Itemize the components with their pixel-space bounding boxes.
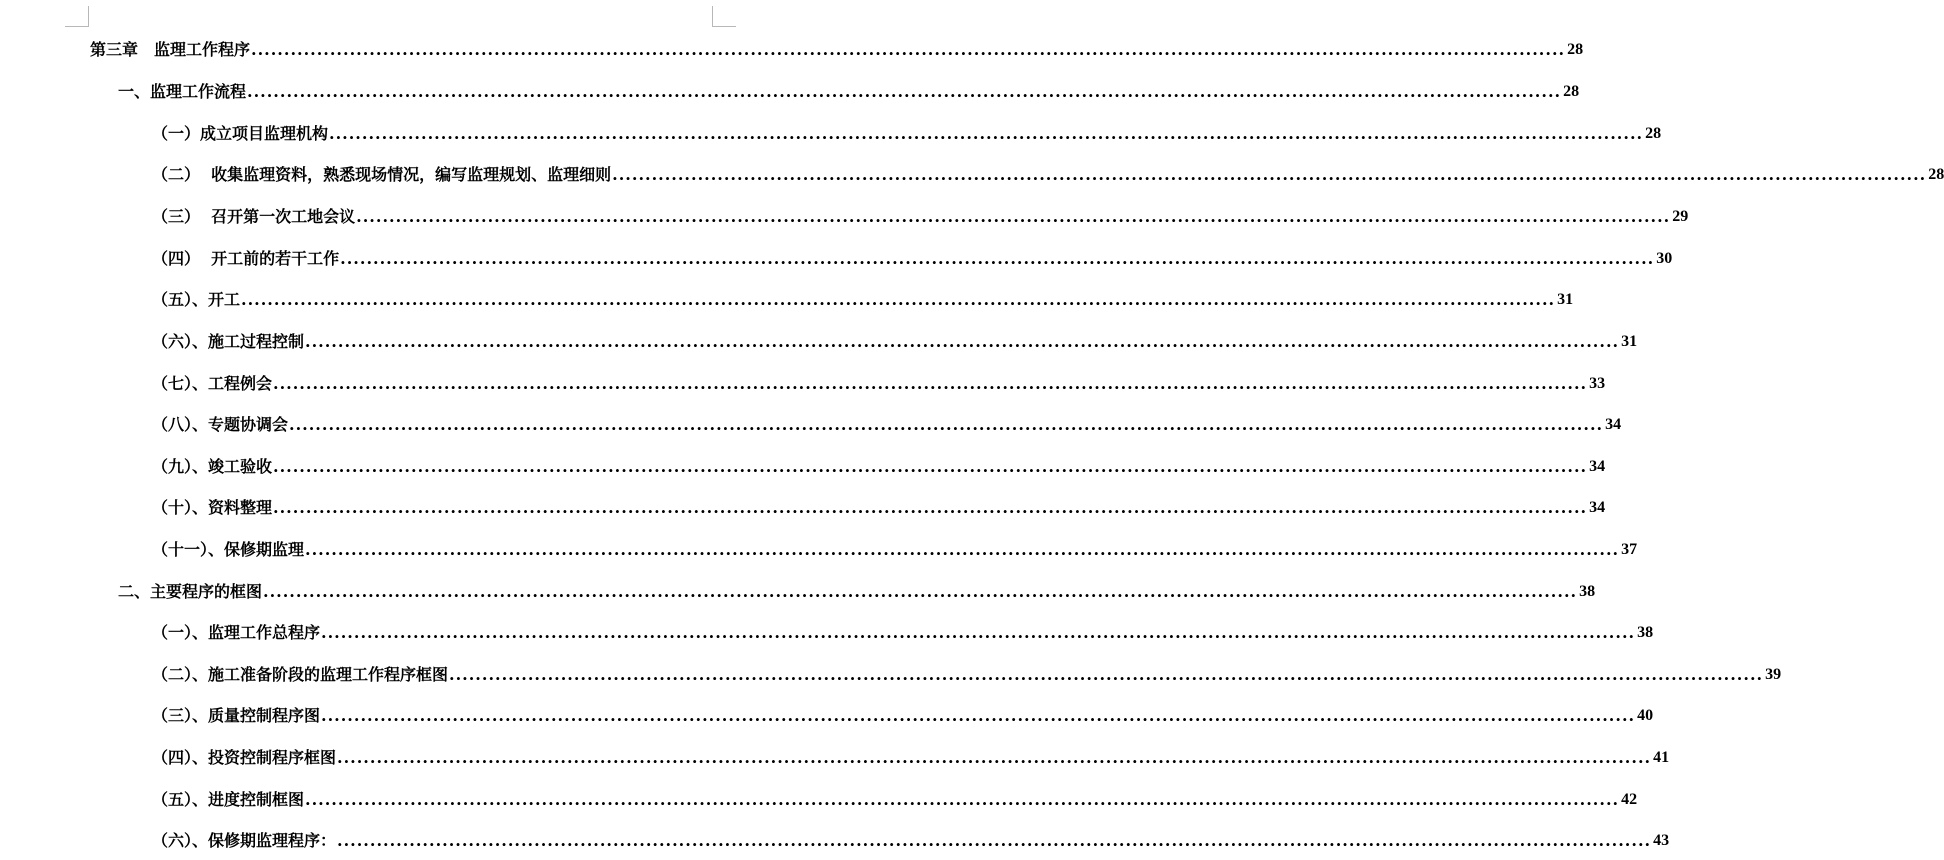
toc-entry[interactable] [152, 370, 1606, 394]
toc-entry[interactable] [152, 120, 1662, 144]
toc-entry-title: （四） 开工前的若干工作 [152, 249, 340, 268]
toc-entry-title: （四）、投资控制程序框图 [152, 748, 337, 767]
toc-entry[interactable] [152, 661, 1782, 685]
toc-leader-dots: ........................................................................................................................................................................................................ [273, 498, 1588, 517]
toc-entry-title: （六）、保修期监理程序： [152, 831, 337, 850]
toc-entry-page: 31 [1557, 291, 1574, 308]
toc-entry-title: （五）、进度控制框图 [152, 790, 305, 809]
toc-entry-page: 40 [1637, 707, 1654, 724]
toc-entry-page: 28 [1928, 166, 1944, 183]
toc-leader-dots: ........................................................................................................................................................................................................ [251, 40, 1566, 59]
toc-leader-dots: ........................................................................................................................................................................................................ [289, 415, 1604, 434]
toc-leader-dots: ........................................................................................................................................................................................................ [321, 706, 1636, 725]
toc-leader-dots: ........................................................................................................................................................................................................ [329, 124, 1644, 143]
toc-entry[interactable] [152, 411, 1622, 435]
toc-entry-title: （九）、竣工验收 [152, 457, 273, 476]
toc-entry-page: 38 [1579, 583, 1596, 600]
toc-leader-dots: ........................................................................................................................................................................................................ [305, 332, 1620, 351]
toc-entry-page: 34 [1605, 416, 1622, 433]
toc-entry-page: 34 [1589, 458, 1606, 475]
toc-entry-page: 30 [1656, 250, 1673, 267]
toc-entry-title: 二、主要程序的框图 [118, 582, 263, 601]
toc-leader-dots: ........................................................................................................................................................................................................ [337, 748, 1652, 767]
toc-entry-title: （二） 收集监理资料，熟悉现场情况，编写监理规划、监理细则 [152, 165, 612, 184]
toc-entry-page: 37 [1621, 541, 1638, 558]
toc-entry-title: （二）、施工准备阶段的监理工作程序框图 [152, 665, 449, 684]
toc-entry-page: 41 [1653, 749, 1670, 766]
toc-entry-page: 28 [1645, 125, 1662, 142]
toc-entry[interactable] [118, 578, 1596, 602]
toc-leader-dots: ........................................................................................................................................................................................................ [263, 582, 1578, 601]
toc-entry-title: （一）成立项目监理机构 [152, 124, 329, 143]
toc-leader-dots: ........................................................................................................................................................................................................ [305, 540, 1620, 559]
toc-entry-title: （十）、资料整理 [152, 498, 273, 517]
toc-leader-dots: ........................................................................................................................................................................................................ [273, 374, 1588, 393]
page-corner-mark-left [65, 6, 89, 27]
toc-entry-title: （三）、质量控制程序图 [152, 706, 321, 725]
page-corner-mark-right [712, 6, 736, 27]
toc-entry[interactable] [152, 744, 1670, 768]
toc-leader-dots: ........................................................................................................................................................................................................ [612, 165, 1927, 184]
toc-entry-title: （八）、专题协调会 [152, 415, 289, 434]
toc-entry-title: 一、监理工作流程 [118, 82, 247, 101]
toc-leader-dots: ........................................................................................................................................................................................................ [241, 290, 1556, 309]
toc-entry-page: 43 [1653, 832, 1670, 849]
toc-entry[interactable] [152, 245, 1673, 269]
toc-entry-page: 31 [1621, 333, 1638, 350]
toc-entry[interactable] [152, 536, 1638, 560]
toc-entry[interactable] [152, 786, 1638, 810]
toc-entry[interactable] [152, 203, 1689, 227]
toc-entry-title: （五）、开工 [152, 290, 241, 309]
toc-entry-page: 29 [1672, 208, 1689, 225]
toc-leader-dots: ........................................................................................................................................................................................................ [321, 623, 1636, 642]
toc-leader-dots: ........................................................................................................................................................................................................ [273, 457, 1588, 476]
toc-entry[interactable] [152, 702, 1654, 726]
toc-leader-dots: ........................................................................................................................................................................................................ [356, 207, 1671, 226]
toc-entry-title: （六）、施工过程控制 [152, 332, 305, 351]
toc-entry[interactable] [152, 619, 1654, 643]
toc-entry-page: 39 [1765, 666, 1782, 683]
toc-leader-dots: ........................................................................................................................................................................................................ [340, 249, 1655, 268]
toc-entry-title: （一）、监理工作总程序 [152, 623, 321, 642]
toc-leader-dots: ........................................................................................................................................................................................................ [337, 831, 1652, 850]
toc-leader-dots: ........................................................................................................................................................................................................ [305, 790, 1620, 809]
toc-entry-page: 42 [1621, 791, 1638, 808]
toc-leader-dots: ........................................................................................................................................................................................................ [247, 82, 1562, 101]
toc-leader-dots: ........................................................................................................................................................................................................ [449, 665, 1764, 684]
toc-entry-title: （三） 召开第一次工地会议 [152, 207, 356, 226]
toc-entry-page: 38 [1637, 624, 1654, 641]
toc-entry-page: 28 [1567, 41, 1584, 58]
toc-entry[interactable] [152, 453, 1606, 477]
toc-entry[interactable] [152, 161, 1944, 185]
toc-entry[interactable] [152, 286, 1574, 310]
toc-entry[interactable] [152, 827, 1670, 851]
toc-entry[interactable] [152, 328, 1638, 352]
toc-entry-page: 33 [1589, 375, 1606, 392]
toc-entry[interactable] [118, 78, 1580, 102]
toc-entry-title: （七）、工程例会 [152, 374, 273, 393]
toc-entry-page: 28 [1563, 83, 1580, 100]
toc-entry-title: 第三章 监理工作程序 [90, 40, 251, 59]
toc-entry[interactable] [90, 36, 1584, 60]
toc-entry-title: （十一）、保修期监理 [152, 540, 305, 559]
toc-entry[interactable] [152, 494, 1606, 518]
toc-entry-page: 34 [1589, 499, 1606, 516]
